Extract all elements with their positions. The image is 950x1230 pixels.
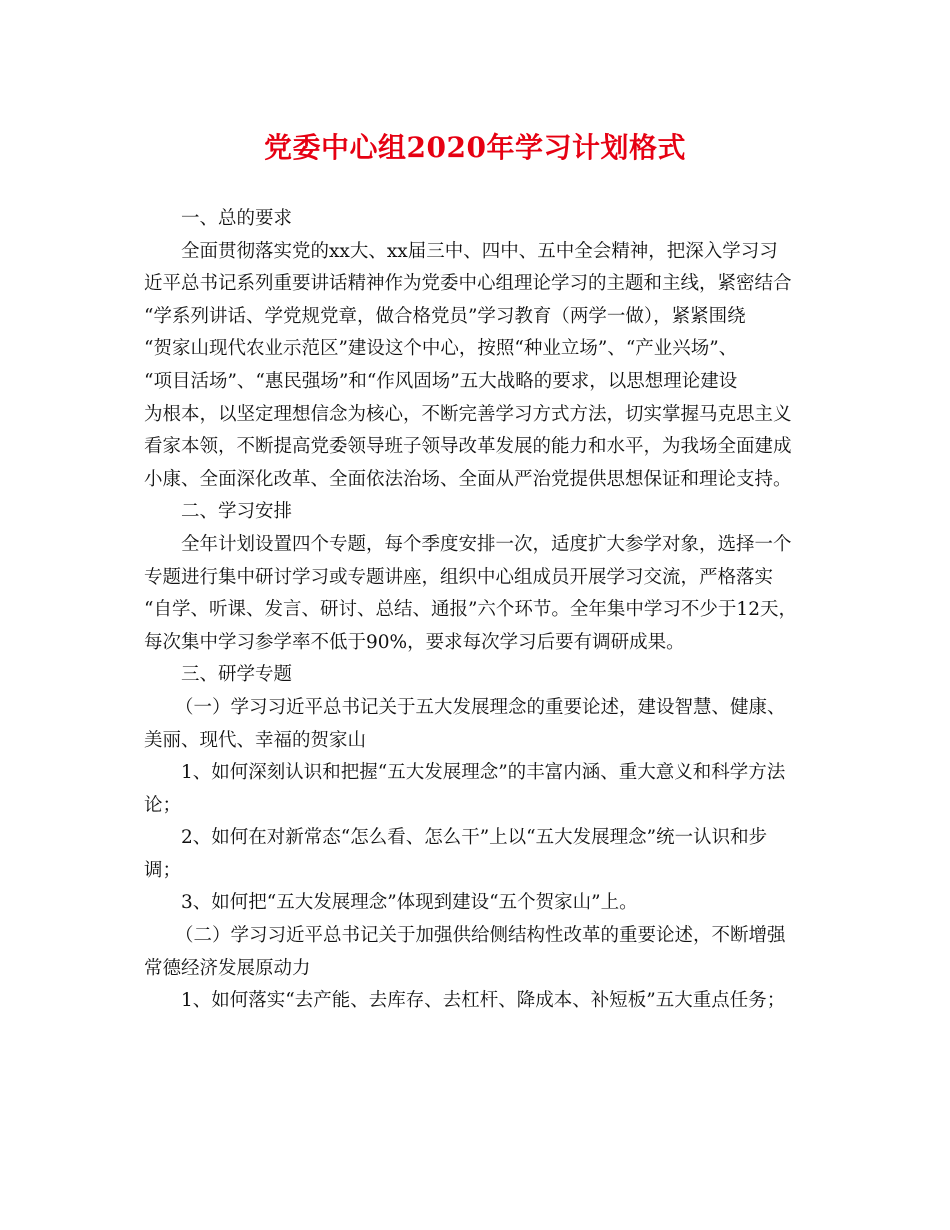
text-line: “学系列讲话、学党规党章，做合格党员”学习教育（两学一做），紧紧围绕 bbox=[144, 305, 746, 327]
text-line: 为根本，以坚定理想信念为核心，不断完善学习方式方法，切实掌握马克思主义 bbox=[144, 403, 792, 425]
text-line: 三、研学专题 bbox=[181, 664, 293, 686]
text-line: 美丽、现代、幸福的贺家山 bbox=[144, 729, 367, 751]
text-line: 1、如何深刻认识和把握“五大发展理念”的丰富内涵、重大意义和科学方法 bbox=[181, 762, 786, 784]
document-title: 党委中心组2020年学习计划格式 bbox=[264, 131, 686, 164]
text-line: 全年计划设置四个专题，每个季度安排一次，适度扩大参学对象，选择一个 bbox=[181, 533, 792, 555]
document-body bbox=[144, 203, 804, 1018]
text-line: （一）学习习近平总书记关于五大发展理念的重要论述，建设智慧、健康、 bbox=[175, 696, 786, 718]
text-line: 每次集中学习参学率不低于90%，要求每次学习后要有调研成果。 bbox=[144, 631, 685, 653]
text-line: 专题进行集中研讨学习或专题讲座，组织中心组成员开展学习交流，严格落实 bbox=[144, 566, 774, 588]
text-line: “项目活场”、“惠民强场”和“作风固场”五大战略的要求，以思想理论建设 bbox=[144, 370, 738, 392]
text-line: 小康、全面深化改革、全面依法治场、全面从严治党提供思想保证和理论支持。 bbox=[144, 468, 792, 490]
text-line: 看家本领，不断提高党委领导班子领导改革发展的能力和水平，为我场全面建成 bbox=[144, 436, 792, 458]
text-line: 3、如何把“五大发展理念”体现到建设“五个贺家山”上。 bbox=[181, 892, 638, 914]
text-line: 调； bbox=[144, 859, 182, 881]
text-line: （二）学习习近平总书记关于加强供给侧结构性改革的重要论述，不断增强 bbox=[175, 925, 786, 947]
text-line: 论； bbox=[144, 794, 182, 816]
text-line: 1、如何落实“去产能、去库存、去杠杆、降成本、补短板”五大重点任务； bbox=[181, 990, 786, 1012]
text-line: 2、如何在对新常态“怎么看、怎么干”上以“五大发展理念”统一认识和步 bbox=[181, 827, 768, 849]
text-line: “贺家山现代农业示范区”建设这个中心，按照“种业立场”、“产业兴场”、 bbox=[144, 338, 738, 360]
text-line: 二、学习安排 bbox=[181, 501, 293, 523]
text-line: 全面贯彻落实党的xx大、xx届三中、四中、五中全会精神，把深入学习习 bbox=[181, 240, 778, 262]
text-line: “自学、听课、发言、研讨、总结、通报”六个环节。全年集中学习不少于12天， bbox=[144, 599, 797, 621]
text-line: 一、总的要求 bbox=[181, 208, 293, 229]
text-line: 近平总书记系列重要讲话精神作为党委中心组理论学习的主题和主线，紧密结合 bbox=[144, 273, 792, 295]
text-line: 常德经济发展原动力 bbox=[144, 957, 311, 979]
